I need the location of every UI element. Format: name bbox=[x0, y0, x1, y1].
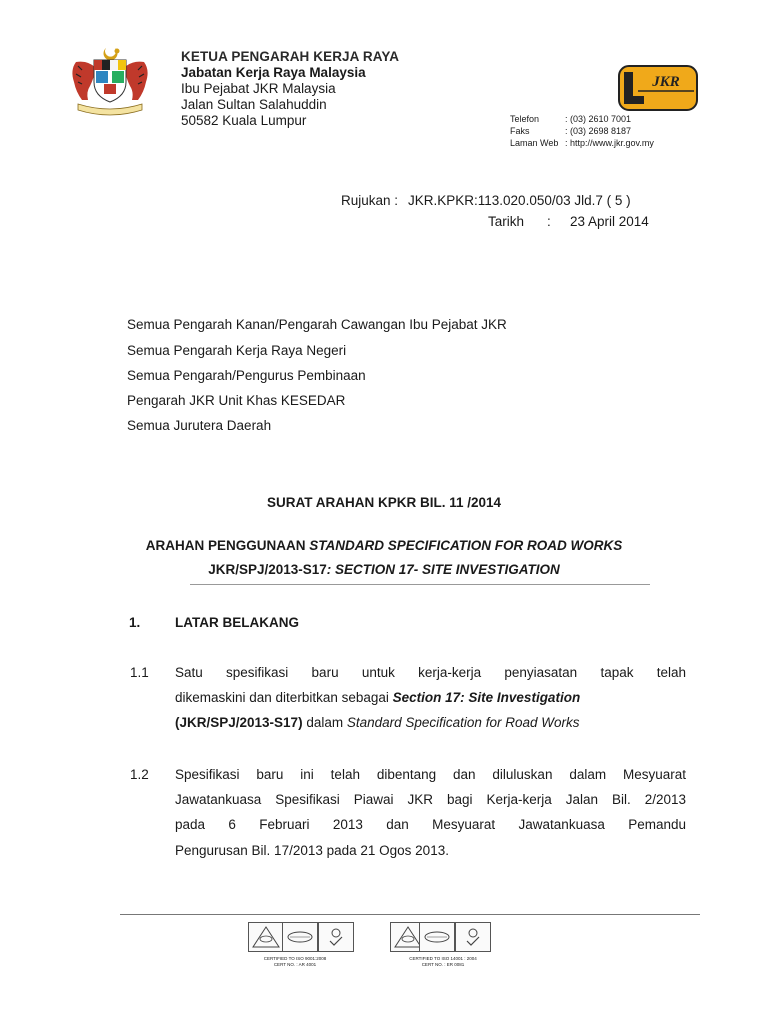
paragraph-number: 1.2 bbox=[130, 767, 149, 782]
paragraph-line: Pengurusan Bil. 17/2013 pada 21 Ogos 2013. bbox=[175, 843, 449, 858]
recipient-line: Pengarah JKR Unit Khas KESEDAR bbox=[127, 393, 346, 408]
tarikh-label: Tarikh bbox=[488, 214, 525, 229]
telefon-value: : (03) 2610 7001 bbox=[565, 114, 632, 124]
ukas-badge-icon bbox=[455, 922, 491, 952]
subject-code: JKR/SPJ/2013-S17 bbox=[208, 562, 327, 577]
letter-subject-line bbox=[0, 561, 768, 578]
tarikh-colon: : bbox=[547, 214, 551, 229]
paragraph-text: dalam bbox=[302, 715, 347, 730]
subject-italic-text: : SECTION 17- SITE INVESTIGATION bbox=[326, 562, 560, 577]
department-name: Jabatan Kerja Raya Malaysia bbox=[181, 65, 366, 80]
web-label: Laman Web bbox=[510, 138, 559, 148]
certification-number: CERT NO. : AR 4001 bbox=[273, 962, 317, 967]
subject-text: ARAHAN PENGGUNAAN bbox=[145, 538, 310, 553]
web-link[interactable]: : http://www.jkr.gov.my bbox=[565, 138, 654, 148]
certification-text: CERTIFIED TO ISO 9001:2008 bbox=[263, 956, 327, 961]
footer-divider bbox=[120, 914, 700, 915]
paragraph-line bbox=[175, 689, 686, 706]
paragraph-line: pada 6 Februari 2013 dan Mesyuarat Jawatankuasa Pemandu bbox=[175, 817, 686, 832]
title-divider bbox=[190, 584, 650, 585]
section-reference: Section 17: Site Investigation bbox=[392, 690, 581, 705]
tarikh-value: 23 April 2014 bbox=[570, 214, 649, 229]
telefon-label: Telefon bbox=[510, 114, 540, 124]
rujukan-value: JKR.KPKR:113.020.050/03 Jld.7 ( 5 ) bbox=[408, 193, 631, 208]
organization-name: KETUA PENGARAH KERJA RAYA bbox=[181, 49, 400, 64]
recipient-line: Semua Jurutera Daerah bbox=[127, 418, 272, 433]
certification-number: CERT NO. : ER 0081 bbox=[421, 962, 465, 967]
recipient-line: Semua Pengarah/Pengurus Pembinaan bbox=[127, 368, 366, 383]
address-line: Jalan Sultan Salahuddin bbox=[181, 97, 327, 112]
jkr-logo-icon bbox=[618, 62, 698, 114]
faks-value: : (03) 2698 8187 bbox=[565, 126, 632, 136]
faks-label: Faks bbox=[510, 126, 530, 136]
iqnet-badge-icon bbox=[419, 922, 455, 952]
svg-text:JKR: JKR bbox=[652, 74, 680, 90]
spec-code: (JKR/SPJ/2013-S17) bbox=[175, 715, 303, 730]
spec-title: Standard Specification for Road Works bbox=[346, 715, 580, 730]
recipient-line: Semua Pengarah Kanan/Pengarah Cawangan Ibu Pejabat JKR bbox=[127, 317, 507, 332]
recipient-line: Semua Pengarah Kerja Raya Negeri bbox=[127, 343, 347, 358]
letter-subject-line bbox=[0, 537, 768, 554]
address-line: Ibu Pejabat JKR Malaysia bbox=[181, 81, 336, 96]
paragraph-line bbox=[175, 714, 686, 731]
paragraph-number: 1.1 bbox=[130, 665, 149, 680]
paragraph-line: Spesifikasi baru ini telah dibentang dan diluluskan dalam Mesyuarat bbox=[175, 767, 686, 782]
paragraph-line: Jawatankuasa Spesifikasi Piawai JKR bagi Kerja-kerja Jalan Bil. 2/2013 bbox=[175, 792, 686, 807]
coat-of-arms-icon bbox=[62, 44, 158, 116]
subject-italic-text: STANDARD SPECIFICATION FOR ROAD WORKS bbox=[309, 538, 623, 553]
certification-text: CERTIFIED TO ISO 14001 : 2004 bbox=[409, 956, 477, 961]
paragraph-text: dikemaskini dan diterbitkan sebagai bbox=[175, 690, 393, 705]
paragraph-line: Satu spesifikasi baru untuk kerja-kerja penyiasatan tapak telah bbox=[175, 665, 686, 680]
section-title: LATAR BELAKANG bbox=[175, 615, 299, 630]
rujukan-label: Rujukan : bbox=[341, 193, 399, 208]
iqnet-badge-icon bbox=[282, 922, 318, 952]
address-line: 50582 Kuala Lumpur bbox=[181, 113, 307, 128]
letter-title: SURAT ARAHAN KPKR BIL. 11 /2014 bbox=[266, 495, 502, 510]
section-number: 1. bbox=[129, 615, 141, 630]
sirim-iso-badge-icon bbox=[248, 922, 284, 952]
ukas-badge-icon bbox=[318, 922, 354, 952]
